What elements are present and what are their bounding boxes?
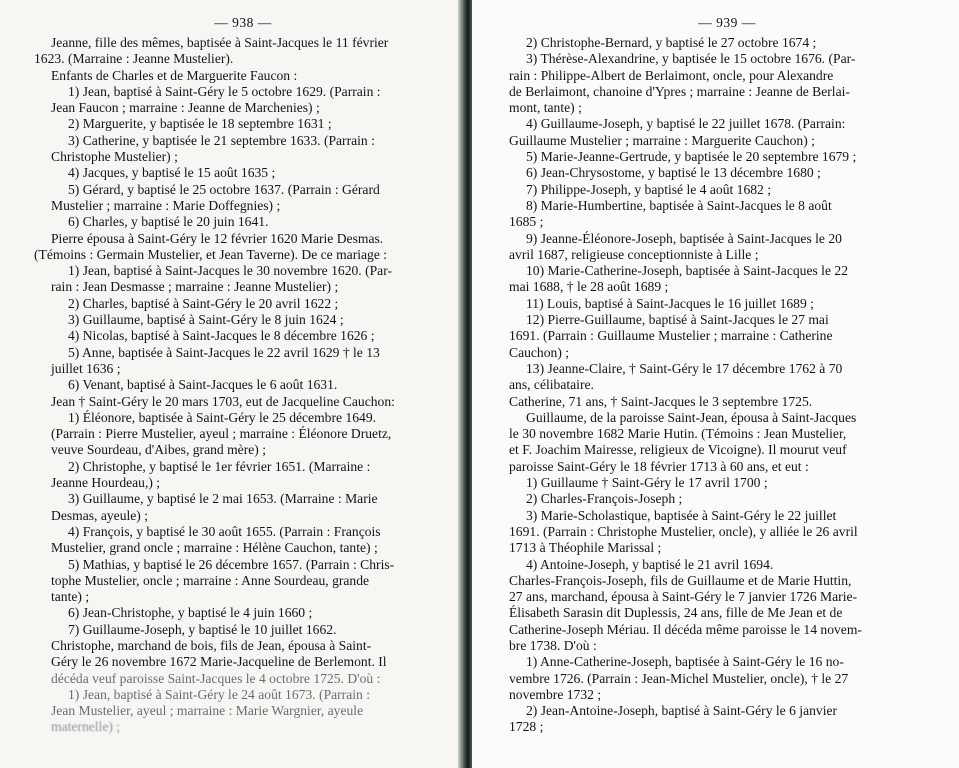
text-line: 5) Marie-Jeanne-Gertrude, y baptisée le 20 septembre 1679 ; — [526, 149, 857, 165]
text-line: Cauchon) ; — [509, 344, 570, 360]
text-line: 2) Christophe, y baptisé le 1er février 1651. (Marraine : — [68, 458, 371, 474]
text-line: 1) Éléonore, baptisée à Saint-Géry le 25 décembre 1649. — [68, 409, 377, 425]
right-page — [472, 0, 959, 768]
text-line: Mustelier, grand oncle ; marraine : Hélène Cauchon, tante) ; — [51, 540, 378, 556]
text-line: 2) Jean-Antoine-Joseph, baptisé à Saint-Géry le 6 janvier — [526, 703, 838, 719]
text-line: 1691. (Parrain : Guillaume Mustelier ; marraine : Catherine — [509, 328, 833, 344]
text-line: Catherine, 71 ans, † Saint-Jacques le 3 septembre 1725. — [509, 393, 813, 409]
text-line: de Berlaimont, chanoine d'Ypres ; marraine : Jeanne de Berlai- — [509, 83, 850, 99]
text-line: 4) Jacques, y baptisé le 15 août 1635 ; — [68, 165, 276, 181]
text-line: 1) Anne-Catherine-Joseph, baptisée à Saint-Géry le 16 no- — [526, 654, 844, 670]
text-line: juillet 1636 ; — [51, 360, 121, 376]
text-line: 3) Guillaume, baptisé à Saint-Géry le 8 juin 1624 ; — [68, 312, 344, 328]
text-line: avril 1687, religieuse conceptionniste à Lille ; — [509, 246, 759, 262]
text-line: Jean Faucon ; marraine : Jeanne de Marchenies) ; — [51, 100, 320, 116]
text-line: vembre 1726. (Parrain : Jean-Michel Mustelier, oncle), † le 27 — [509, 670, 849, 686]
text-line: 10) Marie-Catherine-Joseph, baptisée à Saint-Jacques le 22 — [526, 263, 848, 279]
text-line: 4) Guillaume-Joseph, y baptisé le 22 juillet 1678. (Parrain: — [526, 116, 846, 132]
text-line: 1) Jean, baptisé à Saint-Géry le 5 octobre 1629. (Parrain : — [68, 83, 381, 99]
text-block — [509, 35, 945, 736]
text-line: novembre 1732 ; — [509, 686, 602, 702]
text-line: bre 1738. D'où : — [509, 637, 597, 653]
page-number: — 939 — — [698, 15, 756, 30]
text-line: 2) Marguerite, y baptisée le 18 septembre 1631 ; — [68, 116, 332, 132]
text-line: 12) Pierre-Guillaume, baptisé à Saint-Jacques le 27 mai — [526, 312, 829, 328]
text-line: Géry le 26 novembre 1672 Marie-Jacqueline de Berlemont. Il — [51, 654, 387, 670]
text-line: le 30 novembre 1682 Marie Hutin. (Témoins : Jean Mustelier, — [509, 426, 847, 442]
text-line: rain : Jean Desmasse ; marraine : Jeanne Mustelier) ; — [51, 279, 339, 295]
text-line: (Parrain : Pierre Mustelier, ayeul ; marraine : Éléonore Druetz, — [51, 426, 392, 442]
text-line: Jeanne, fille des mêmes, baptisée à Saint-Jacques le 11 février — [51, 35, 389, 50]
text-line: Élisabeth Sarasin dit Duplessis, 24 ans, fille de Me Jean et de — [509, 605, 843, 621]
text-line: 7) Guillaume-Joseph, y baptisé le 10 juillet 1662. — [68, 621, 337, 637]
text-line: 1685 ; — [509, 214, 544, 230]
text-line: 3) Guillaume, y baptisé le 2 mai 1653. (Marraine : Marie — [68, 491, 378, 507]
text-line: 6) Jean-Christophe, y baptisé le 4 juin 1660 ; — [68, 605, 313, 621]
text-line: 3) Catherine, y baptisée le 21 septembre 1633. (Parrain : — [68, 132, 375, 148]
text-line: 4) François, y baptisé le 30 août 1655. (Parrain : François — [68, 523, 381, 539]
text-line: 1728 ; — [509, 719, 544, 735]
text-line: tophe Mustelier, oncle ; marraine : Anne Sourdeau, grande — [51, 572, 370, 588]
text-line: mont, tante) ; — [509, 100, 582, 116]
text-line: (Témoins : Germain Mustelier, et Jean Taverne). De ce mariage : — [34, 246, 388, 262]
text-line: 3) Marie-Scholastique, baptisée à Saint-Géry le 22 juillet — [526, 507, 837, 523]
text-line: 5) Anne, baptisée à Saint-Jacques le 22 avril 1629 † le 13 — [68, 344, 380, 360]
text-line: 6) Charles, y baptisé le 20 juin 1641. — [68, 214, 269, 230]
text-line: mai 1688, † le 28 août 1689 ; — [509, 279, 669, 295]
text-line: décéda veuf paroisse Saint-Jacques le 4 octobre 1725. D'où : — [51, 670, 381, 686]
text-line: 1) Guillaume † Saint-Géry le 17 avril 1700 ; — [526, 475, 768, 491]
text-line: Jean Mustelier, ayeul ; marraine : Marie Wargnier, ayeule — [51, 703, 364, 719]
text-line: 5) Gérard, y baptisé le 25 octobre 1637. (Parrain : Gérard — [68, 181, 380, 197]
text-line: Desmas, ayeule) ; — [51, 507, 149, 523]
text-line: Enfants de Charles et de Marguerite Faucon : — [51, 67, 298, 83]
text-line: 6) Venant, baptisé à Saint-Jacques le 6 août 1631. — [68, 377, 338, 393]
text-line: Guillaume, de la paroisse Saint-Jean, épousa à Saint-Jacques — [526, 409, 857, 425]
text-block — [34, 35, 452, 736]
text-line: 1) Jean, baptisé à Saint-Géry le 24 août 1673. (Parrain : — [68, 686, 370, 702]
text-line: et F. Joachim Mairesse, religieux de Vicoigne). Il mourut veuf — [509, 442, 847, 458]
text-line: ans, célibataire. — [509, 377, 594, 393]
text-line: Jeanne Hourdeau,) ; — [51, 475, 161, 491]
text-line: Christophe, marchand de bois, fils de Jean, épousa à Saint- — [51, 637, 372, 653]
text-line: 3) Thérèse-Alexandrine, y baptisée le 15 octobre 1676. (Par- — [526, 51, 856, 67]
text-line: 8) Marie-Humbertine, baptisée à Saint-Jacques le 8 août — [526, 197, 832, 213]
text-line: 2) Charles, baptisé à Saint-Géry le 20 avril 1622 ; — [68, 295, 339, 311]
page-number: — 938 — — [214, 15, 272, 30]
text-line: Guillaume Mustelier ; marraine : Marguerite Cauchon) ; — [509, 132, 815, 148]
text-line: 5) Mathias, y baptisé le 26 décembre 1657. (Parrain : Chris- — [68, 556, 395, 572]
text-line: veuve Sourdeau, d'Aibes, grand mère) ; — [51, 442, 266, 458]
text-line: maternelle) ; — [51, 719, 121, 735]
text-line: Charles-François-Joseph, fils de Guillaume et de Marie Huttin, — [509, 572, 852, 588]
text-line: 4) Antoine-Joseph, y baptisé le 21 avril 1694. — [526, 556, 774, 572]
text-line: tante) ; — [51, 589, 90, 605]
text-line: paroisse Saint-Géry le 18 février 1713 à 60 ans, et eut : — [509, 458, 809, 474]
text-line: Pierre épousa à Saint-Géry le 12 février 1620 Marie Desmas. — [51, 230, 384, 246]
text-line: 2) Charles-François-Joseph ; — [526, 491, 683, 507]
text-line: 4) Nicolas, baptisé à Saint-Jacques le 8 décembre 1626 ; — [68, 328, 375, 344]
text-line: 11) Louis, baptisé à Saint-Jacques le 16 juillet 1689 ; — [526, 295, 814, 311]
text-line: 9) Jeanne-Éléonore-Joseph, baptisée à Saint-Jacques le 20 — [526, 230, 842, 246]
text-line: 1691. (Parrain : Christophe Mustelier, oncle), y alliée le 26 avril — [509, 523, 858, 539]
text-line: 1623. (Marraine : Jeanne Mustelier). — [34, 51, 234, 67]
text-line: 6) Jean-Chrysostome, y baptisé le 13 décembre 1680 ; — [526, 165, 821, 181]
text-line: 2) Christophe-Bernard, y baptisé le 27 octobre 1674 ; — [526, 35, 817, 50]
text-line: 27 ans, marchand, épousa à Saint-Géry le 7 janvier 1726 Marie- — [509, 589, 858, 605]
text-line: Christophe Mustelier) ; — [51, 149, 178, 165]
text-line: 13) Jeanne-Claire, † Saint-Géry le 17 décembre 1762 à 70 — [526, 360, 843, 376]
text-line: Catherine-Joseph Mériau. Il décéda même paroisse le 14 novem- — [509, 621, 862, 637]
text-line: 7) Philippe-Joseph, y baptisé le 4 août 1682 ; — [526, 181, 772, 197]
text-line: Mustelier ; marraine : Marie Doffegnies) ; — [51, 197, 281, 213]
text-line: 1) Jean, baptisé à Saint-Jacques le 30 novembre 1620. (Par- — [68, 263, 392, 279]
text-line: Jean † Saint-Géry le 20 mars 1703, eut de Jacqueline Cauchon: — [51, 393, 395, 409]
left-page — [0, 0, 462, 768]
text-line: rain : Philippe-Albert de Berlaimont, oncle, pour Alexandre — [509, 67, 834, 83]
text-line: 1713 à Théophile Marissal ; — [509, 540, 662, 556]
